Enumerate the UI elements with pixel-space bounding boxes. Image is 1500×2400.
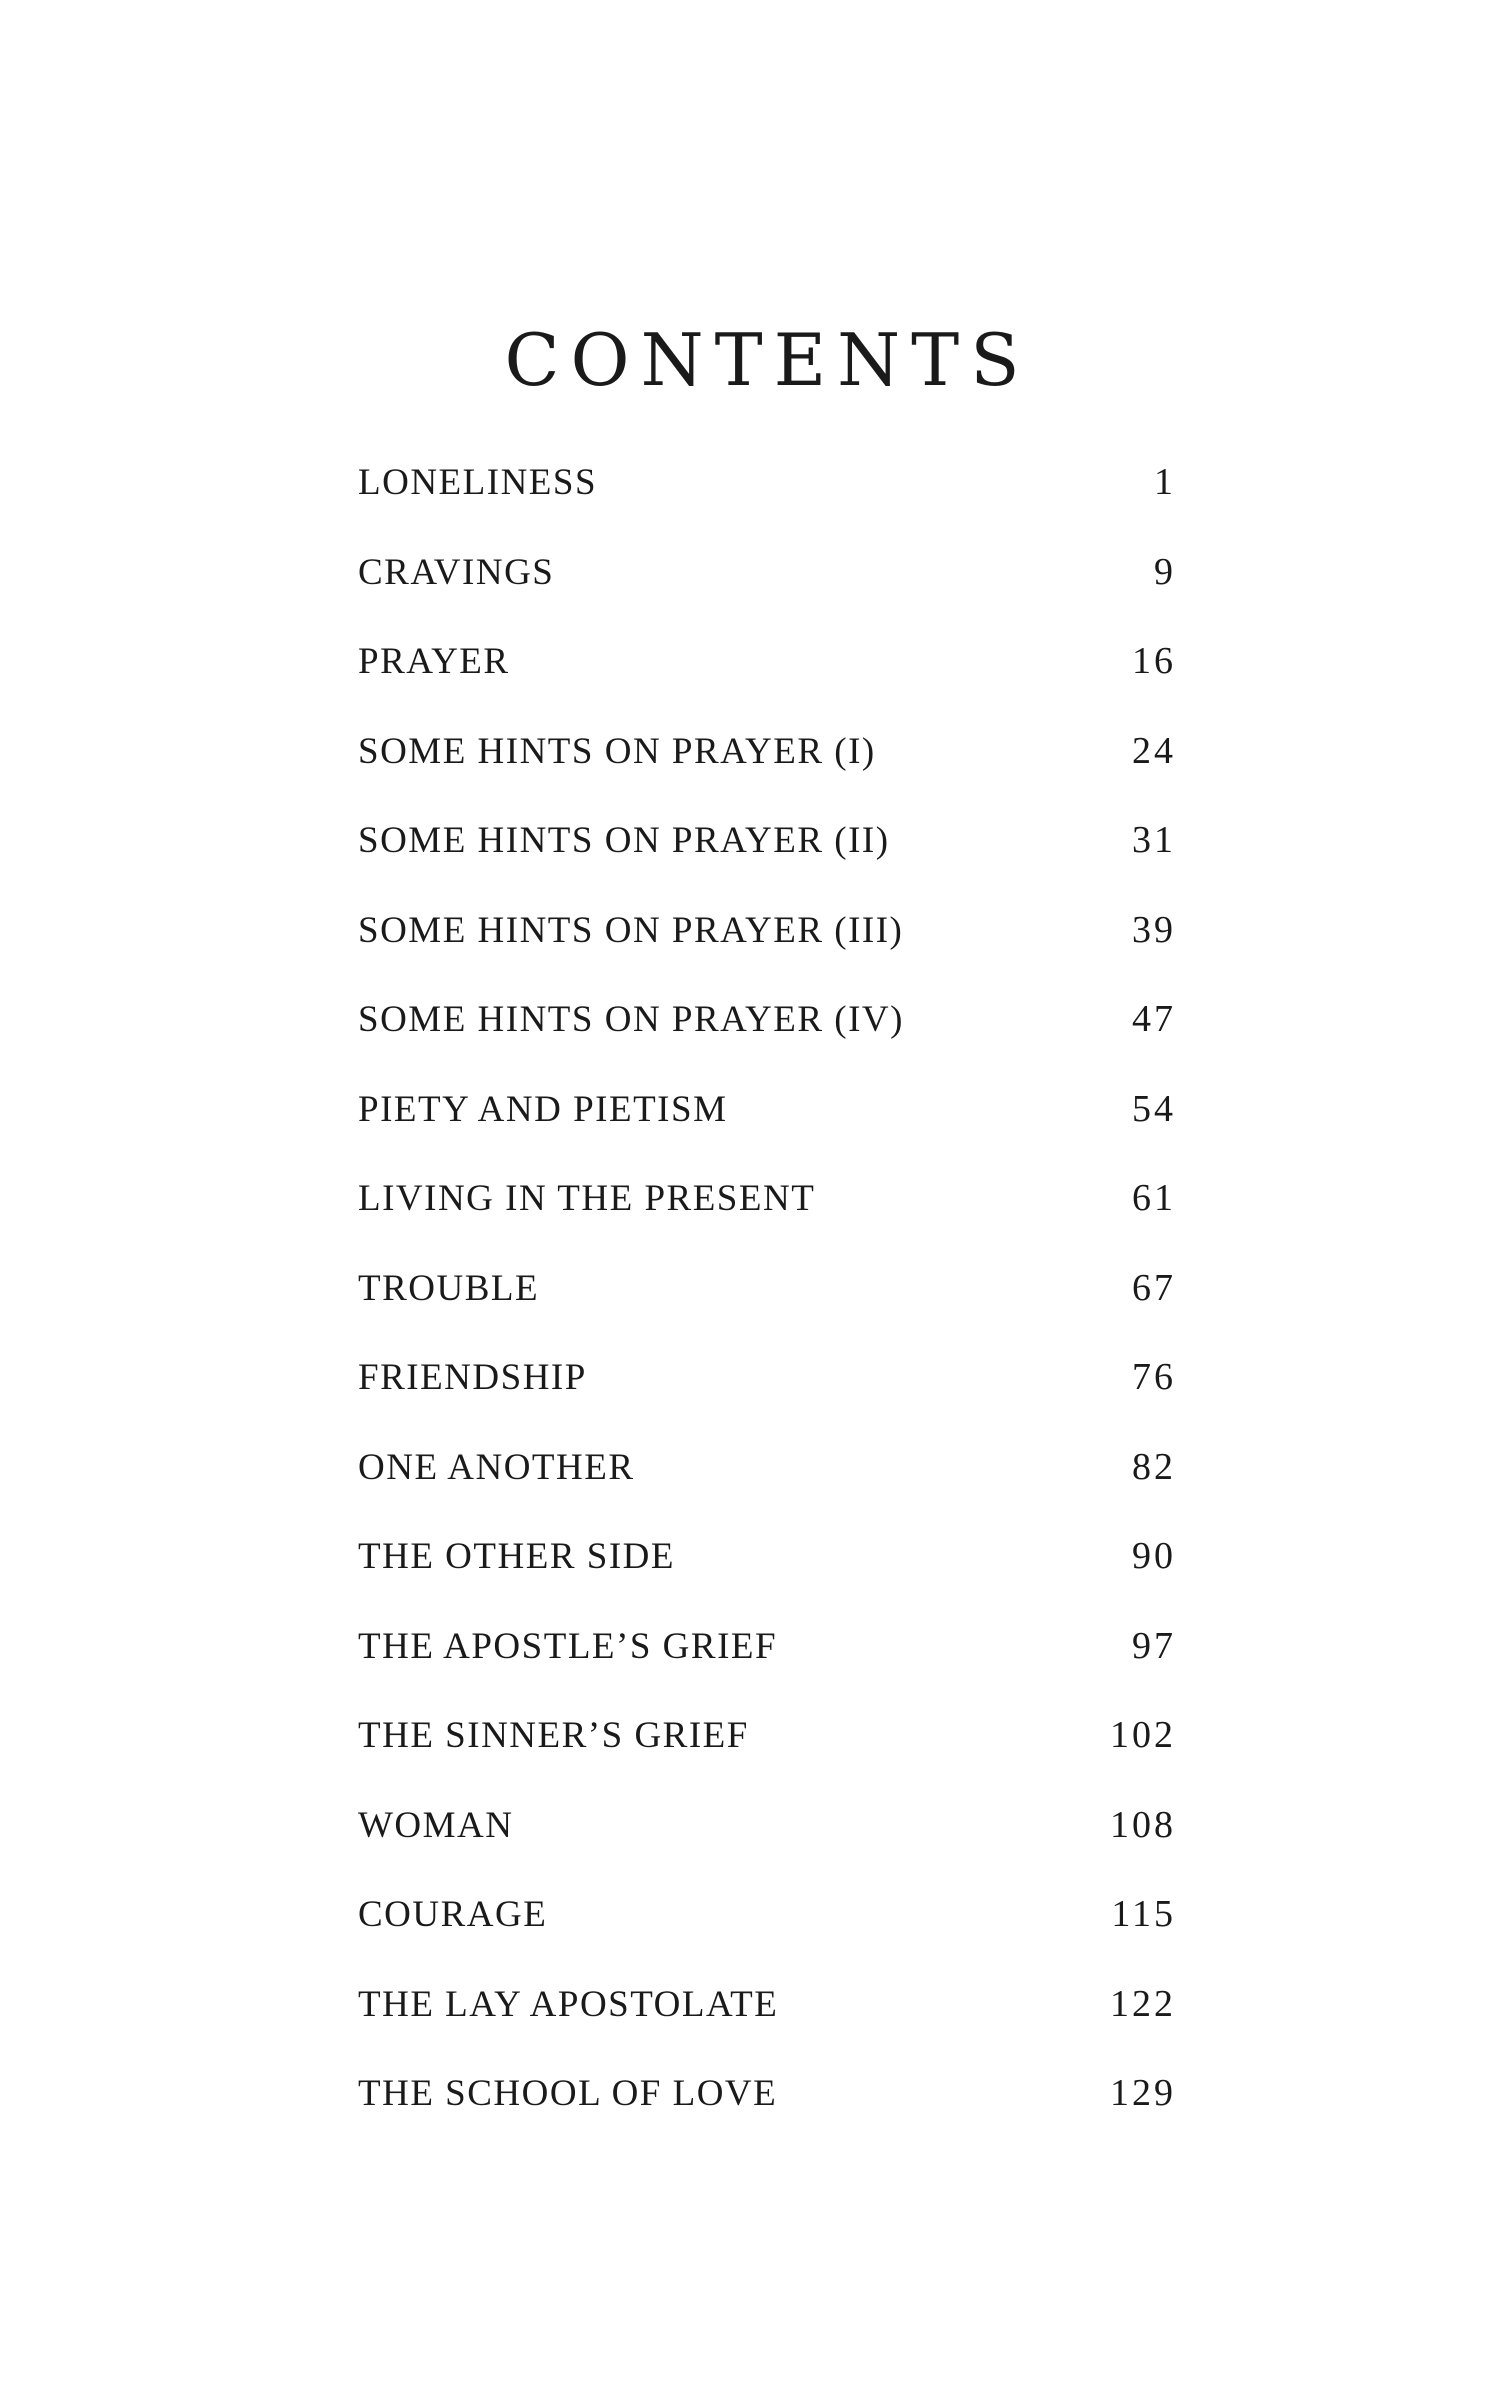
- toc-entry-title: PRAYER: [358, 641, 510, 682]
- toc-entry-title: THE LAY APOSTOLATE: [358, 1983, 779, 2025]
- toc-entry[interactable]: [358, 1083, 1176, 1173]
- toc-entry[interactable]: [358, 2067, 1176, 2157]
- toc-page-number: 76: [1132, 1356, 1176, 1398]
- toc-page-number: 90: [1132, 1535, 1176, 1577]
- toc-entry-title: THE SINNER’S GRIEF: [358, 1715, 749, 1756]
- toc-page-number: 97: [1132, 1624, 1176, 1667]
- toc-entry[interactable]: [358, 725, 1176, 815]
- toc-entry[interactable]: [358, 546, 1176, 636]
- toc-entry[interactable]: [358, 1709, 1176, 1799]
- toc-page-number: 39: [1132, 908, 1176, 951]
- toc-entry[interactable]: [358, 1441, 1176, 1531]
- toc-entry[interactable]: [358, 1172, 1176, 1262]
- toc-page-number: 24: [1132, 729, 1176, 772]
- toc-entry-title: LONELINESS: [358, 462, 598, 503]
- toc-entry-title: PIETY AND PIETISM: [358, 1088, 728, 1130]
- toc-page-number: 122: [1110, 1982, 1176, 2025]
- toc-entry[interactable]: [358, 993, 1176, 1083]
- toc-entry[interactable]: [358, 1978, 1176, 2068]
- toc-entry[interactable]: [358, 1620, 1176, 1710]
- toc-entry-title: WOMAN: [358, 1804, 514, 1846]
- toc-entry-title: THE APOSTLE’S GRIEF: [358, 1625, 778, 1667]
- toc-entry-title: THE OTHER SIDE: [358, 1536, 675, 1577]
- toc-page-number: 1: [1154, 461, 1176, 503]
- toc-page-number: 16: [1132, 640, 1176, 682]
- toc-page-number: 108: [1110, 1803, 1176, 1846]
- toc-entry[interactable]: [358, 904, 1176, 994]
- toc-page-number: 9: [1154, 550, 1176, 593]
- toc-page-number: 102: [1110, 1714, 1176, 1756]
- toc-entry-title: FRIENDSHIP: [358, 1357, 587, 1398]
- toc-entry[interactable]: [358, 1799, 1176, 1889]
- toc-page-number: 67: [1132, 1266, 1176, 1309]
- toc-page-number: 129: [1110, 2072, 1176, 2114]
- toc-entry-title: SOME HINTS ON PRAYER (III): [358, 909, 904, 951]
- toc-page-number: 115: [1111, 1893, 1176, 1935]
- toc-entry-title: SOME HINTS ON PRAYER (I): [358, 730, 876, 772]
- toc-entry[interactable]: [358, 456, 1176, 546]
- toc-entry[interactable]: [358, 1530, 1176, 1620]
- toc-entry[interactable]: [358, 1262, 1176, 1352]
- toc-page-number: 82: [1132, 1445, 1176, 1488]
- page-title: CONTENTS: [504, 318, 1031, 402]
- toc-entry-title: THE SCHOOL OF LOVE: [358, 2073, 778, 2114]
- toc-entry-title: ONE ANOTHER: [358, 1446, 635, 1488]
- toc-page-number: 31: [1132, 819, 1176, 861]
- table-of-contents: [358, 456, 1176, 2157]
- toc-entry-title: LIVING IN THE PRESENT: [358, 1178, 816, 1219]
- toc-entry-title: TROUBLE: [358, 1267, 540, 1309]
- toc-page-number: 47: [1132, 998, 1176, 1040]
- toc-entry[interactable]: [358, 635, 1176, 725]
- toc-entry-title: CRAVINGS: [358, 551, 555, 593]
- toc-entry[interactable]: [358, 814, 1176, 904]
- toc-entry-title: SOME HINTS ON PRAYER (IV): [358, 999, 904, 1040]
- toc-entry-title: SOME HINTS ON PRAYER (II): [358, 820, 890, 861]
- toc-entry[interactable]: [358, 1888, 1176, 1978]
- toc-page-number: 61: [1132, 1177, 1176, 1219]
- toc-entry-title: COURAGE: [358, 1894, 548, 1935]
- toc-entry[interactable]: [358, 1351, 1176, 1441]
- toc-page-number: 54: [1132, 1087, 1176, 1130]
